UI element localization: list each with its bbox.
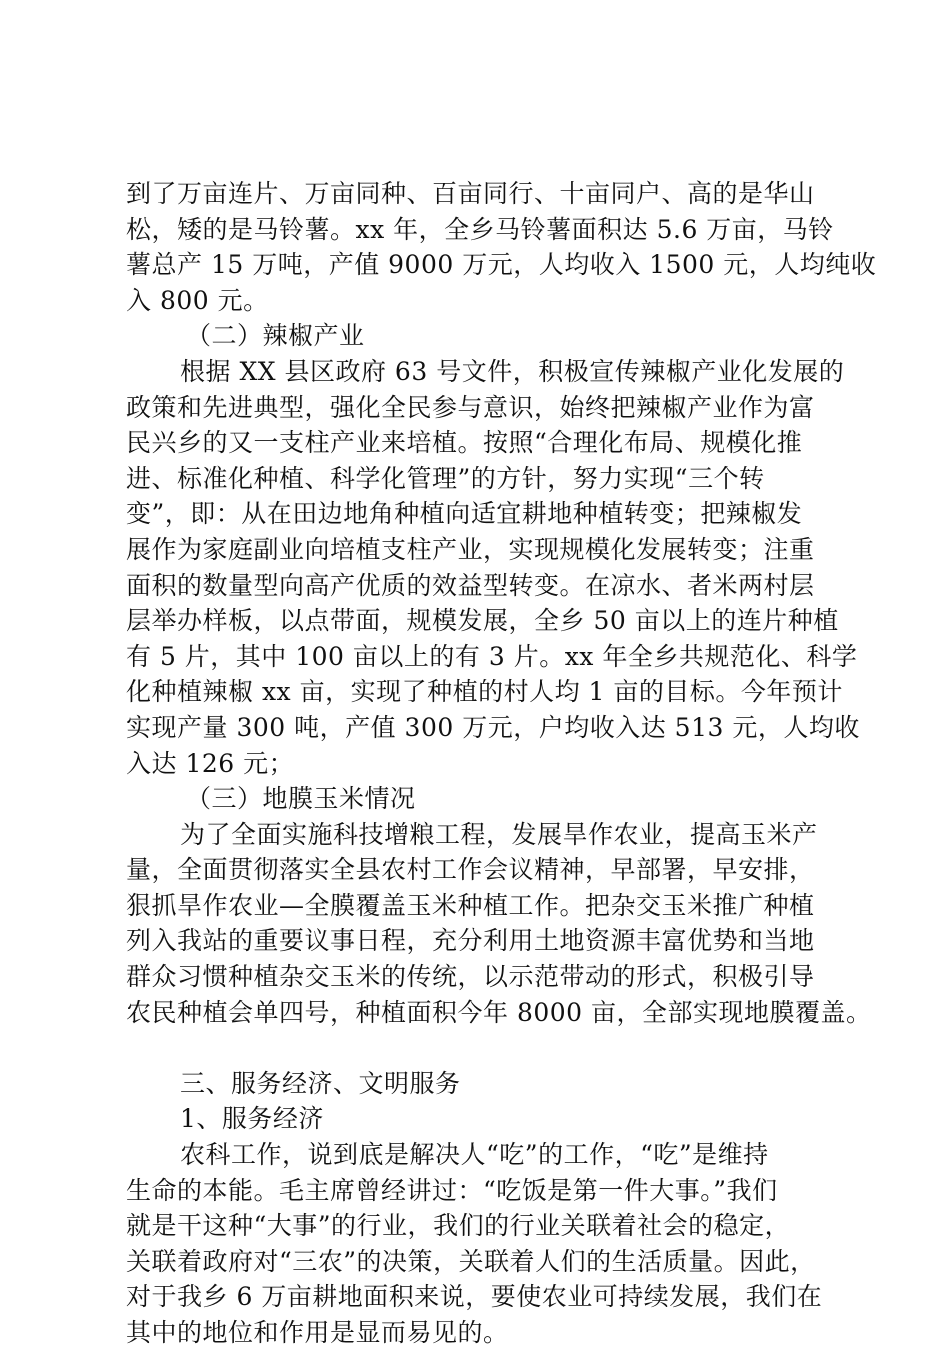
text-line: 狠抓旱作农业—全膜覆盖玉米种植工作。把杂交玉米推广种植 <box>126 890 815 920</box>
text-line: 民兴乡的又一支柱产业来培植。按照“合理化布局、规模化推 <box>126 428 803 458</box>
text-line: 实现产量 300 吨，产值 300 万元，户均收入达 513 元，人均收 <box>126 712 860 742</box>
text-line: 进、标准化种植、科学化管理”的方针，努力实现“三个转 <box>126 463 765 493</box>
paragraph-gap <box>126 1030 846 1066</box>
subsection-heading: 1、服务经济 <box>180 1104 324 1134</box>
text-line: 有 5 片，其中 100 亩以上的有 3 片。xx 年全乡共规范化、科学 <box>126 641 858 671</box>
text-line: 农民种植会单四号，种植面积今年 8000 亩，全部实现地膜覆盖。 <box>126 997 872 1027</box>
text-line: 入 800 元。 <box>126 285 269 315</box>
text-line: 群众习惯种植杂交玉米的传统，以示范带动的形式，积极引导 <box>126 962 815 992</box>
section-heading: （三）地膜玉米情况 <box>186 784 416 814</box>
text-line: 薯总产 15 万吨，产值 9000 万元，人均收入 1500 元，人均纯收 <box>126 250 877 280</box>
document-body <box>126 176 877 1351</box>
text-line: 量，全面贯彻落实全县农村工作会议精神，早部署，早安排， <box>126 855 815 885</box>
text-line: 面积的数量型向高产优质的效益型转变。在凉水、者米两村层 <box>126 570 815 600</box>
text-line: 层举办样板，以点带面，规模发展，全乡 50 亩以上的连片种植 <box>126 606 839 636</box>
text-line: 生命的本能。毛主席曾经讲过：“吃饭是第一件大事。”我们 <box>126 1175 778 1205</box>
text-line: 政策和先进典型，强化全民参与意识，始终把辣椒产业作为富 <box>126 392 815 422</box>
text-line: 根据 XX 县区政府 63 号文件，积极宣传辣椒产业化发展的 <box>180 356 845 386</box>
text-line: 松，矮的是马铃薯。xx 年，全乡马铃薯面积达 5.6 万亩，马铃 <box>126 214 834 244</box>
text-line: 关联着政府对“三农”的决策，关联着人们的生活质量。因此， <box>126 1246 816 1276</box>
section-heading: 三、服务经济、文明服务 <box>180 1068 461 1098</box>
text-line: 变”，即：从在田边地角种植向适宜耕地种植转变；把辣椒发 <box>126 499 803 529</box>
text-line: 列入我站的重要议事日程，充分利用土地资源丰富优势和当地 <box>126 926 815 956</box>
text-line: 展作为家庭副业向培植支柱产业，实现规模化发展转变；注重 <box>126 534 815 564</box>
section-heading: （二）辣椒产业 <box>186 321 365 351</box>
text-line: 对于我乡 6 万亩耕地面积来说，要使农业可持续发展，我们在 <box>126 1282 823 1312</box>
text-line: 就是干这种“大事”的行业，我们的行业关联着社会的稳定， <box>126 1211 791 1241</box>
text-line: 其中的地位和作用是显而易见的。 <box>126 1318 509 1347</box>
text-line: 到了万亩连片、万亩同种、百亩同行、十亩同户、高的是华山 <box>126 179 815 208</box>
text-line: 为了全面实施科技增粮工程，发展旱作农业，提高玉米产 <box>180 819 818 849</box>
text-line: 化种植辣椒 xx 亩，实现了种植的村人均 1 亩的目标。今年预计 <box>126 677 843 707</box>
text-line: 农科工作，说到底是解决人“吃”的工作，“吃”是维持 <box>180 1140 769 1170</box>
text-line: 入达 126 元； <box>126 748 295 778</box>
